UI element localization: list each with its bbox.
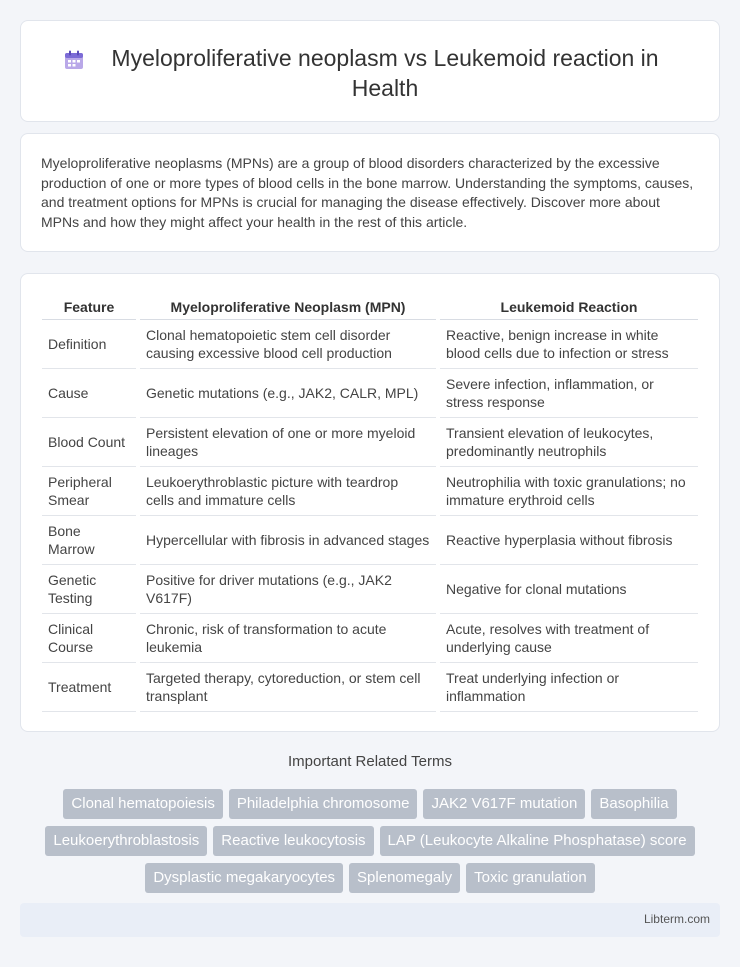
related-term-tag[interactable]: JAK2 V617F mutation [423,789,585,819]
table-header-row [42,295,698,320]
related-term-tag[interactable]: LAP (Leukocyte Alkaline Phosphatase) score [380,826,695,856]
row-leukemoid: Transient elevation of leukocytes, predominantly neutrophils [438,418,698,467]
title-card [20,20,720,122]
row-feature: Cause [42,369,138,418]
table-row [42,663,698,712]
related-terms-section [20,752,720,893]
table-row [42,369,698,418]
row-mpn: Persistent elevation of one or more myeloid lineages [138,418,438,467]
row-feature: Peripheral Smear [42,467,138,516]
comparison-table [42,295,698,712]
row-mpn: Leukoerythroblastic picture with teardrop cells and immature cells [138,467,438,516]
header-mpn: Myeloproliferative Neoplasm (MPN) [138,295,438,320]
row-leukemoid: Severe infection, inflammation, or stress response [438,369,698,418]
intro-text: Myeloproliferative neoplasms (MPNs) are a group of blood disorders characterized by the excessive production of one or more types of blood cells in the bone marrow. Understanding the symptoms, causes, and treatment options for MPNs is crucial for managing the disease effectively. Discover more about MPNs and how they might affect your health in the rest of this article. [41,155,694,230]
table-row [42,614,698,663]
row-mpn: Genetic mutations (e.g., JAK2, CALR, MPL) [138,369,438,418]
row-feature: Treatment [42,663,138,712]
related-term-tag[interactable]: Clonal hematopoiesis [63,789,222,819]
row-leukemoid: Negative for clonal mutations [438,565,698,614]
header-leukemoid: Leukemoid Reaction [438,295,698,320]
table-row [42,516,698,565]
header-feature: Feature [42,295,138,320]
related-term-tag[interactable]: Toxic granulation [466,863,595,893]
row-mpn: Hypercellular with fibrosis in advanced stages [138,516,438,565]
related-term-tag[interactable]: Reactive leukocytosis [213,826,373,856]
row-feature: Bone Marrow [42,516,138,565]
row-feature: Clinical Course [42,614,138,663]
table-row [42,418,698,467]
related-term-tag[interactable]: Splenomegaly [349,863,460,893]
related-term-tag[interactable]: Leukoerythroblastosis [45,826,207,856]
row-mpn: Positive for driver mutations (e.g., JAK2 V617F) [138,565,438,614]
row-leukemoid: Reactive hyperplasia without fibrosis [438,516,698,565]
table-row [42,467,698,516]
page-title: Myeloproliferative neoplasm vs Leukemoid reaction in Health [111,45,659,101]
table-row [42,320,698,369]
related-term-tag[interactable]: Philadelphia chromosome [229,789,418,819]
related-terms-title: Important Related Terms [288,753,452,770]
row-feature: Genetic Testing [42,565,138,614]
row-leukemoid: Acute, resolves with treatment of underlying cause [438,614,698,663]
related-term-tag[interactable]: Dysplastic megakaryocytes [145,863,343,893]
row-mpn: Targeted therapy, cytoreduction, or stem cell transplant [138,663,438,712]
intro-card [20,133,720,252]
row-leukemoid: Treat underlying infection or inflammation [438,663,698,712]
table-row [42,565,698,614]
row-leukemoid: Reactive, benign increase in white blood cells due to infection or stress [438,320,698,369]
row-mpn: Chronic, risk of transformation to acute leukemia [138,614,438,663]
row-feature: Blood Count [42,418,138,467]
row-feature: Definition [42,320,138,369]
row-mpn: Clonal hematopoietic stem cell disorder causing excessive blood cell production [138,320,438,369]
comparison-table-card [20,273,720,732]
related-terms-tags [20,789,720,893]
footer-site-link[interactable]: Libterm.com [643,912,710,926]
related-term-tag[interactable]: Basophilia [591,789,676,819]
row-leukemoid: Neutrophilia with toxic granulations; no immature erythroid cells [438,467,698,516]
footer [20,903,720,937]
